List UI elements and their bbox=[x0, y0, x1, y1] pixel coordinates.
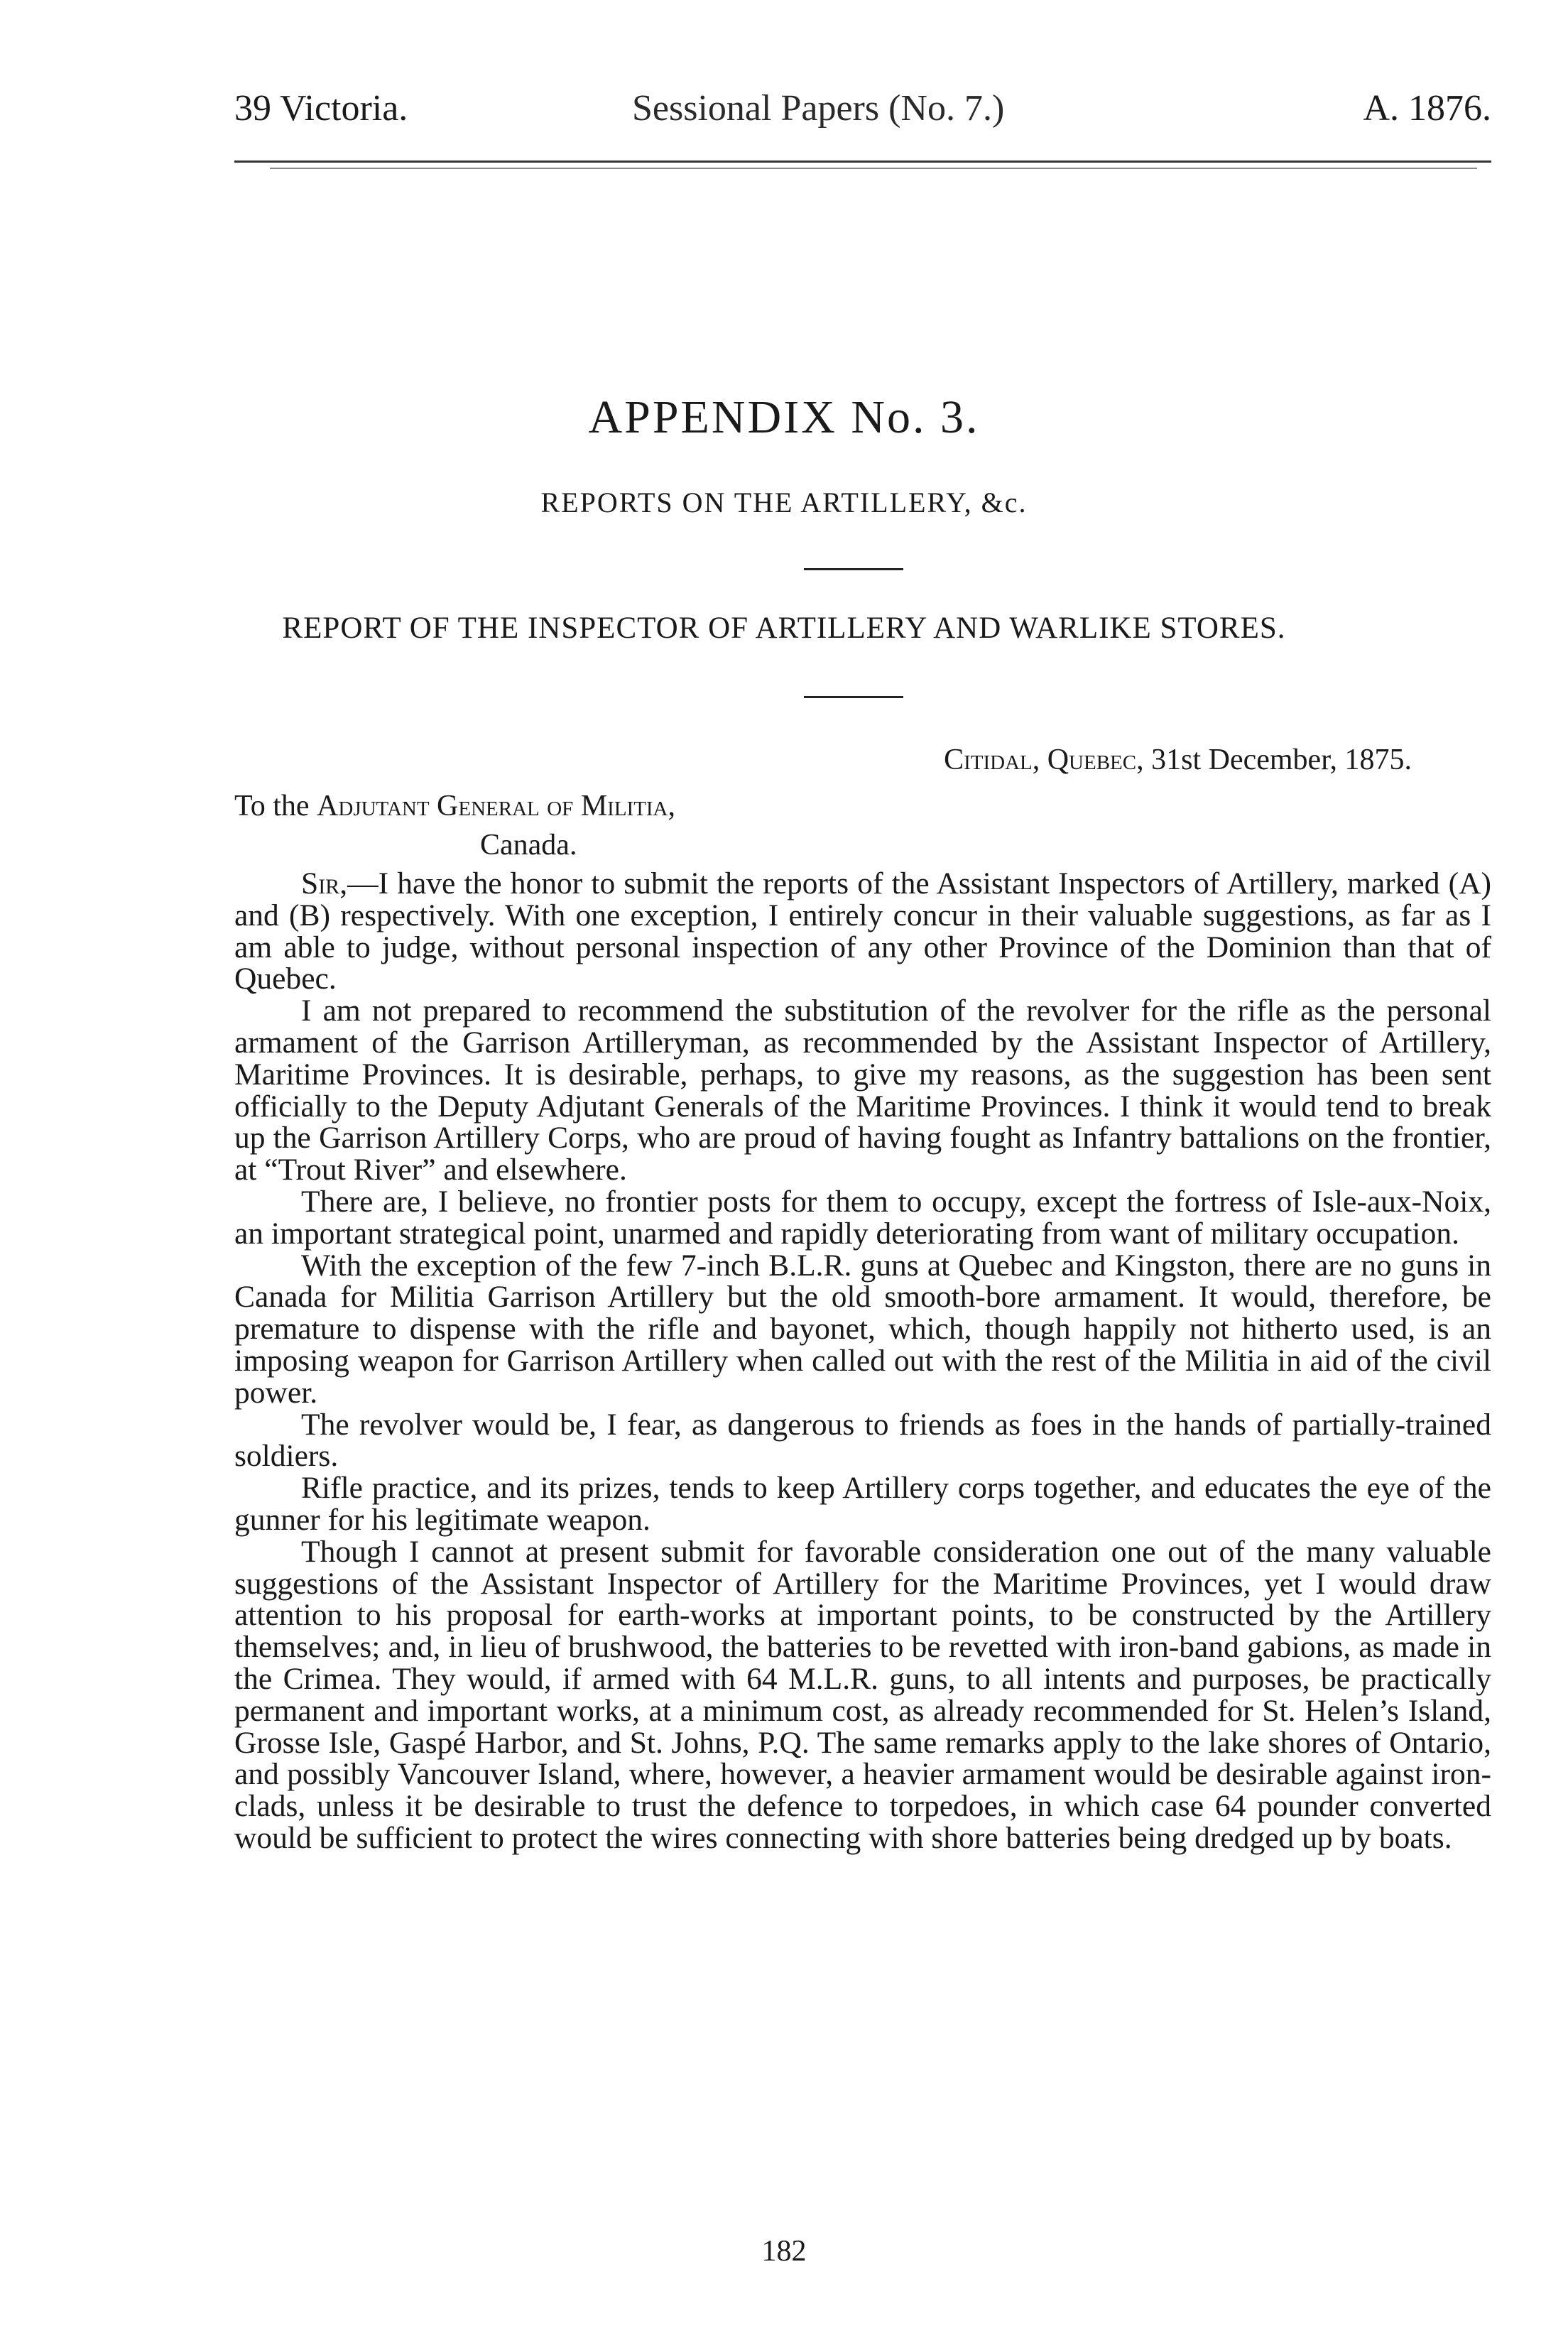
addressee bbox=[234, 785, 675, 827]
appendix-subtitle: REPORTS ON THE ARTILLERY, &c. bbox=[540, 486, 1028, 518]
running-header bbox=[234, 84, 1491, 134]
salutation: Sir, bbox=[301, 866, 348, 901]
paragraph: I am not prepared to recommend the substitution of the revolver for the rifle as the personal armament of the Garrison Artilleryman, as recommended by the Assistant Inspector of Artillery, Maritime Provinces. It is desirable, perhaps, to give my reasons, as the suggestion has been sent officially to the Deputy Adjutant Generals of the Maritime Provinces. I think it would tend to break up the Garrison Artillery Corps, who are proud of having fought as Infantry battalions on the frontier, at “Trout River” and elsewhere. bbox=[234, 994, 1491, 1187]
report-title: REPORT OF THE INSPECTOR OF ARTILLERY AND WARLIKE STORES. bbox=[282, 611, 1286, 645]
header-rule bbox=[234, 161, 1491, 163]
header-volume: 39 Victoria. bbox=[234, 88, 408, 129]
page-number: 182 bbox=[761, 2235, 807, 2268]
dateline-date: 31st December, 1875. bbox=[1143, 744, 1412, 776]
paragraph-text: —I have the honor to submit the reports of the Assistant Inspectors of Artillery, marked (A) and (B) respectively. With one exception, I entirely concur in their valuable suggestions, as far as I am able to judge, without personal inspection of any other Province of the Dominion than that of Quebec. bbox=[234, 866, 1491, 996]
paragraph bbox=[234, 868, 1491, 995]
addressee-prefix: To the bbox=[234, 790, 317, 822]
report-body bbox=[234, 868, 1491, 1854]
paragraph: Though I cannot at present submit for favorable consideration one out of the many valuable suggestions of the Assistant Inspector of Artillery for the Maritime Provinces, yet I would draw attention to his proposal for earth-works at important points, to be constructed by the Artillery themselves; and, in lieu of brushwood, the batteries to be revetted with iron-band gabions, as made in the Crimea. They would, if armed with 64 M.L.R. guns, to all intents and purposes, be practically permanent and important works, at a minimum cost, as already recommended for St. Helen’s Island, Grosse Isle, Gaspé Harbor, and St. Johns, P.Q. The same remarks apply to the lake shores of Ontario, and possibly Vancouver Island, where, however, a heavier armament would be desirable against iron-clads, unless it be desirable to trust the defence to torpedoes, in which case 64 pounder converted would be sufficient to protect the wires connecting with shore batteries being dredged up by boats. bbox=[234, 1534, 1491, 1855]
header-rule-secondary bbox=[270, 168, 1477, 169]
appendix-title: APPENDIX No. 3. bbox=[588, 391, 980, 443]
paragraph: Rifle practice, and its prizes, tends to keep Artillery corps together, and educates the eye of the gunner for his legitimate weapon. bbox=[234, 1471, 1491, 1537]
dateline-place: Citidal, Quebec, bbox=[944, 744, 1144, 776]
paragraph: There are, I believe, no frontier posts for them to occupy, except the fortress of Isle-aux-Noix, an important strategical point, unarmed and rapidly deteriorating from want of military occupation. bbox=[234, 1184, 1491, 1251]
addressee-name: Adjutant General of Militia, bbox=[317, 790, 676, 822]
header-year: A. 1876. bbox=[1363, 88, 1491, 129]
section-divider bbox=[804, 696, 903, 698]
paragraph: With the exception of the few 7-inch B.L.R. guns at Quebec and Kingston, there are no guns in Canada for Militia Garrison Artillery but the old smooth-bore armament. It would, therefore, be premature to dispense with the rifle and bayonet, which, though happily not hitherto used, is an imposing weapon for Garrison Artillery when called out with the rest of the Militia in aid of the civil power. bbox=[234, 1248, 1491, 1410]
addressee-place: Canada. bbox=[480, 829, 577, 861]
dateline bbox=[944, 739, 1412, 781]
section-divider bbox=[804, 568, 903, 570]
header-series: Sessional Papers (No. 7.) bbox=[632, 88, 1005, 129]
paragraph: The revolver would be, I fear, as dangerous to friends as foes in the hands of partially-trained soldiers. bbox=[234, 1407, 1491, 1474]
